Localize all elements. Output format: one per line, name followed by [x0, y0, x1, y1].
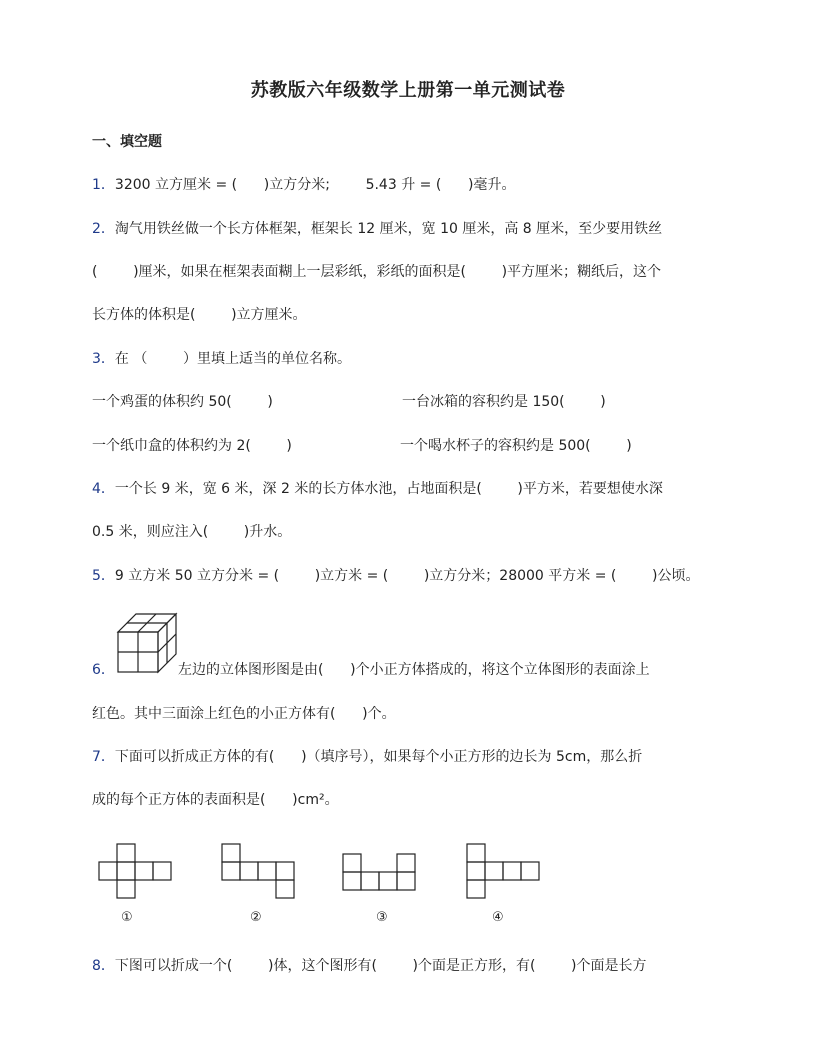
question-6: [92, 660, 115, 680]
question-1: [92, 175, 515, 195]
question-3: [92, 349, 351, 369]
question-3-item-c: 一个纸巾盒的体积约为 2( ): [92, 438, 292, 454]
cube-net-1: [99, 844, 171, 898]
cube-nets-figure: [95, 842, 555, 906]
question-number: 4．: [92, 481, 115, 497]
question-number: 3．: [92, 351, 115, 367]
question-3-item-b: 一台冰箱的容积约是 150( ): [402, 394, 606, 410]
cube-net-2: [222, 844, 294, 898]
question-7: [92, 747, 642, 767]
question-text: 一个长 9 米，宽 6 米，深 2 米的长方体水池，占地面积是( )平方米，若要想使水深: [114, 481, 663, 497]
question-text: 在 （ ）里填上适当的单位名称。: [114, 351, 351, 367]
cube-net-3: [343, 854, 415, 890]
cube-net-4: [467, 844, 539, 898]
net-label-2: ②: [250, 910, 262, 925]
question-7-line-2: 成的每个正方体的表面积是( )cm²。: [92, 792, 339, 808]
question-text: 淘气用铁丝做一个长方体框架，框架长 12 厘米，宽 10 厘米，高 8 厘米，至少要用铁丝: [114, 221, 663, 237]
question-4: [92, 479, 663, 499]
question-number: 8．: [92, 958, 115, 974]
question-4-line-2: 0.5 米，则应注入( )升水。: [92, 524, 292, 540]
question-text: 下面可以折成正方体的有( )（填序号），如果每个小正方形的边长为 5cm，那么折: [114, 749, 643, 765]
section-heading: 一、填空题: [92, 134, 162, 150]
question-6-line-2: 红色。其中三面涂上红色的小正方体有( )个。: [92, 706, 396, 722]
question-2-line-3: 长方体的体积是( )立方厘米。: [92, 307, 307, 323]
question-2-line-2: ( )厘米，如果在框架表面糊上一层彩纸，彩纸的面积是( )平方厘米；糊纸后，这个: [92, 264, 662, 280]
question-3-item-d: 一个喝水杯子的容积约是 500( ): [400, 438, 632, 454]
question-6-text: 左边的立体图形图是由( )个小正方体搭成的，将这个立体图形的表面涂上: [178, 662, 650, 678]
question-8: [92, 956, 647, 976]
question-number: 2．: [92, 221, 115, 237]
net-label-3: ③: [376, 910, 388, 925]
question-text: 下图可以折成一个( )体，这个图形有( )个面是正方形，有( )个面是长方: [114, 958, 647, 974]
question-3-item-a: 一个鸡蛋的体积约 50( ): [92, 394, 273, 410]
question-number: 1．: [92, 177, 115, 193]
question-5: [92, 566, 699, 586]
question-text: 3200 立方厘米 = ( )立方分米; 5.43 升 = ( )毫升。: [114, 177, 516, 193]
stacked-cubes-figure: [115, 610, 181, 676]
question-number: 5．: [92, 568, 115, 584]
question-number: 6．: [92, 662, 115, 678]
question-2: [92, 219, 662, 239]
question-number: 7．: [92, 749, 115, 765]
net-label-1: ①: [121, 910, 133, 925]
question-text: 9 立方米 50 立方分米 = ( )立方米 = ( )立方分米；28000 平方米 = ( )公顷。: [114, 568, 700, 584]
net-label-4: ④: [492, 910, 504, 925]
page-title: 苏教版六年级数学上册第一单元测试卷: [250, 80, 566, 101]
